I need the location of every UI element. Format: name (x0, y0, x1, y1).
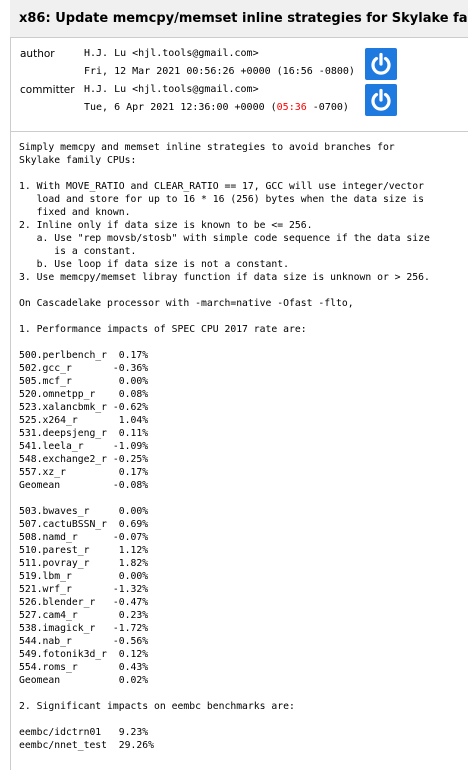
commit-title: x86: Update memcpy/memset inline strategies for Skylake fa (10, 0, 468, 38)
author-avatar-icon[interactable] (365, 48, 397, 80)
committer-local-time: 05:36 (276, 102, 307, 113)
committer-name-email[interactable]: H.J. Lu <hjl.tools@gmail.com> (84, 84, 259, 95)
author-name-email[interactable]: H.J. Lu <hjl.tools@gmail.com> (84, 48, 259, 59)
committer-avatar-icon[interactable] (365, 84, 397, 116)
committer-date-prefix: Tue, 6 Apr 2021 12:36:00 +0000 ( (84, 102, 277, 113)
committer-date (84, 102, 349, 113)
left-border (10, 38, 11, 770)
committer-label: committer (20, 84, 75, 96)
info-separator (10, 131, 468, 132)
committer-date-suffix: -0700) (306, 102, 349, 113)
author-label: author (20, 48, 55, 60)
author-date: Fri, 12 Mar 2021 00:56:26 +0000 (16:56 -0800) (84, 66, 355, 77)
commit-message: Simply memcpy and memset inline strategies to avoid branches for Skylake family CPUs: 1. With MOVE_RATIO and CLEAR_RATIO == 17, GCC will use integer/vector load and store for up to 16 * 16 (256) bytes when the data size is fixed and known. 2. Inline only if data size is known to be <= 256. a. Use "rep movsb/stosb" with simple code sequence if the data size is a constant. b. Use loop if data size is not a constant. 3. Use memcpy/memset libray function if data size is unknown or > 256. On Cascadelake processor with -march=native -Ofast -flto, 1. Performance impacts of SPEC CPU 2017 rate are: 500.perlbench_r 0.17% 502.gcc_r -0.36% 505.mcf_r 0.00% 520.omnetpp_r 0.08% 523.xalancbmk_r -0.62% 525.x264_r 1.04% 531.deepsjeng_r 0.11% 541.leela_r -1.09% 548.exchange2_r -0.25% 557.xz_r 0.17% Geomean -0.08% 503.bwaves_r 0.00% 507.cactuBSSN_r 0.69% 508.namd_r -0.07% 510.parest_r 1.12% 511.povray_r 1.82% 519.lbm_r 0.00% 521.wrf_r -1.32% 526.blender_r -0.47% 527.cam4_r 0.23% 538.imagick_r -1.72% 544.nab_r -0.56% 549.fotonik3d_r 0.12% 554.roms_r 0.43% Geomean 0.02% 2. Significant impacts on eembc benchmarks are: eembc/idctrn01 9.23% eembc/nnet_test 29.26% (19, 142, 430, 751)
